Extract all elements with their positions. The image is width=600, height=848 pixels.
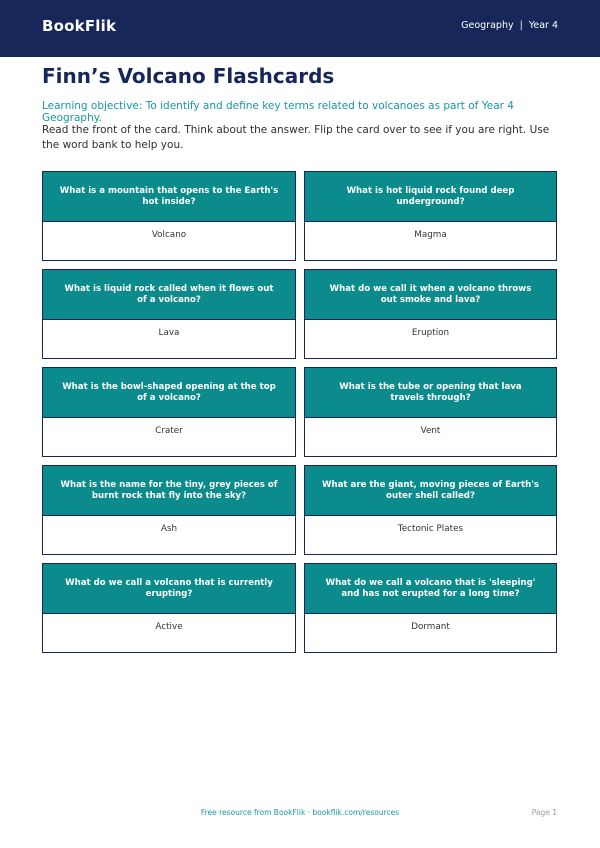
brand-logo: BookFlik — [42, 16, 117, 35]
card-back: Lava — [43, 319, 295, 358]
card-back: Vent — [305, 417, 556, 456]
page-title: Finn’s Volcano Flashcards — [42, 64, 335, 88]
flashcard[interactable] — [304, 269, 557, 359]
subject-label: Geography — [461, 20, 514, 31]
card-back: Volcano — [43, 221, 295, 260]
flashcard-grid — [42, 171, 557, 653]
flashcard[interactable] — [42, 171, 296, 261]
page-number: Page 1 — [531, 808, 557, 817]
flashcard[interactable] — [42, 465, 296, 555]
card-front: What is liquid rock called when it flows out of a volcano? — [43, 270, 295, 319]
year-label: Year 4 — [528, 20, 558, 31]
flashcard[interactable] — [42, 367, 296, 457]
card-back: Ash — [43, 515, 295, 554]
flashcard[interactable] — [304, 367, 557, 457]
flashcard[interactable] — [42, 269, 296, 359]
card-front: What do we call a volcano that is currently erupting? — [43, 564, 295, 613]
card-back: Active — [43, 613, 295, 652]
card-front: What do we call it when a volcano throws out smoke and lava? — [305, 270, 556, 319]
flashcard[interactable] — [42, 563, 296, 653]
card-back: Eruption — [305, 319, 556, 358]
flashcard[interactable] — [304, 563, 557, 653]
card-front: What do we call a volcano that is 'sleeping' and has not erupted for a long time? — [305, 564, 556, 613]
flashcard[interactable] — [304, 171, 557, 261]
card-back: Magma — [305, 221, 556, 260]
instructions: Read the front of the card. Think about the answer. Flip the card over to see if you are right. Use the word bank to help you. — [42, 124, 550, 151]
flashcard[interactable] — [304, 465, 557, 555]
header-separator: | — [519, 20, 523, 31]
card-front: What are the giant, moving pieces of Earth's outer shell called? — [305, 466, 556, 515]
card-front: What is the tube or opening that lava travels through? — [305, 368, 556, 417]
page-header — [0, 0, 600, 57]
card-back: Tectonic Plates — [305, 515, 556, 554]
card-front: What is hot liquid rock found deep underground? — [305, 172, 556, 221]
learning-objective: Learning objective: To identify and define key terms related to volcanoes as part of Year 4 Geography. — [42, 100, 514, 124]
card-front: What is the name for the tiny, grey pieces of burnt rock that fly into the sky? — [43, 466, 295, 515]
card-back: Dormant — [305, 613, 556, 652]
card-front: What is the bowl-shaped opening at the top of a volcano? — [43, 368, 295, 417]
header-meta — [461, 20, 558, 31]
card-front: What is a mountain that opens to the Earth's hot inside? — [43, 172, 295, 221]
card-back: Crater — [43, 417, 295, 456]
footer-link[interactable]: Free resource from BookFlik · bookflik.com/resources — [200, 808, 400, 817]
